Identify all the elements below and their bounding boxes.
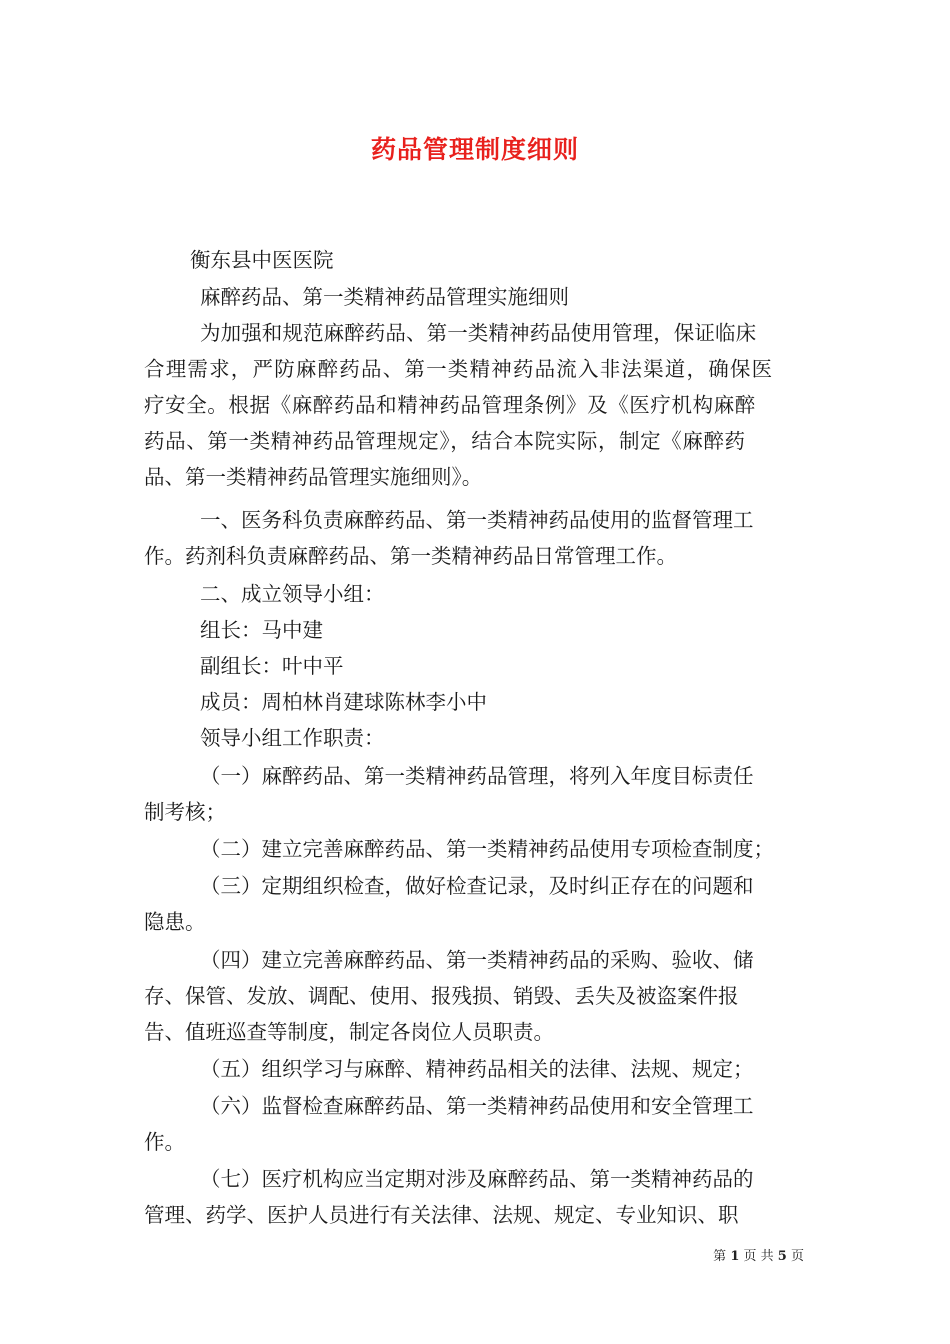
total-pages-number: 5 — [777, 1249, 787, 1264]
list-item-line: （六）监督检查麻醉药品、第一类精神药品使用和安全管理工 — [200, 1094, 754, 1118]
list-item-line: 作。 — [144, 1130, 185, 1154]
footer-suffix: 页 — [790, 1249, 804, 1264]
page-footer — [713, 1245, 804, 1264]
list-item-line: （七）医疗机构应当定期对涉及麻醉药品、第一类精神药品的 — [200, 1167, 754, 1191]
duties-heading: 领导小组工作职责： — [200, 726, 385, 750]
list-item-line: 隐患。 — [144, 910, 206, 934]
list-item-line: 制考核； — [144, 800, 226, 824]
list-item-line: （四）建立完善麻醉药品、第一类精神药品的采购、验收、储 — [200, 948, 754, 972]
paragraph-line: 合理需求，严防麻醉药品、第一类精神药品流入非法渠道，确保医 — [144, 357, 774, 381]
list-item-line: （五）组织学习与麻醉、精神药品相关的法律、法规、规定； — [200, 1057, 754, 1081]
list-item-line: 存、保管、发放、调配、使用、报残损、销毁、丢失及被盗案件报 — [144, 984, 739, 1008]
paragraph-line: 疗安全。根据《麻醉药品和精神药品管理条例》及《医疗机构麻醉 — [144, 393, 756, 417]
members-line: 成员：周柏林肖建球陈林李小中 — [200, 690, 487, 714]
section-heading: 麻醉药品、第一类精神药品管理实施细则 — [200, 285, 569, 309]
paragraph-line: 二、成立领导小组： — [200, 582, 385, 606]
paragraph-line: 药品、第一类精神药品管理规定》，结合本院实际，制定《麻醉药 — [144, 429, 746, 453]
hospital-name: 衡东县中医医院 — [190, 248, 334, 272]
deputy-leader-line: 副组长：叶中平 — [200, 654, 344, 678]
list-item-line: （二）建立完善麻醉药品、第一类精神药品使用专项检查制度； — [200, 837, 774, 861]
paragraph-line: 作。药剂科负责麻醉药品、第一类精神药品日常管理工作。 — [144, 544, 677, 568]
list-item-line: （三）定期组织检查，做好检查记录，及时纠正存在的问题和 — [200, 874, 754, 898]
footer-middle: 页 共 — [743, 1249, 774, 1264]
list-item-line: 管理、药学、医护人员进行有关法律、法规、规定、专业知识、职 — [144, 1203, 739, 1227]
list-item-line: （一）麻醉药品、第一类精神药品管理，将列入年度目标责任 — [200, 764, 754, 788]
paragraph-line: 一、医务科负责麻醉药品、第一类精神药品使用的监督管理工 — [200, 508, 754, 532]
current-page-number: 1 — [730, 1249, 740, 1264]
document-title: 药品管理制度细则 — [370, 135, 579, 164]
footer-prefix: 第 — [713, 1249, 727, 1264]
list-item-line: 告、值班巡查等制度，制定各岗位人员职责。 — [144, 1020, 554, 1044]
paragraph-line: 为加强和规范麻醉药品、第一类精神药品使用管理，保证临床 — [200, 321, 757, 345]
leader-line: 组长：马中建 — [200, 618, 323, 642]
paragraph-line: 品、第一类精神药品管理实施细则》。 — [144, 465, 483, 489]
